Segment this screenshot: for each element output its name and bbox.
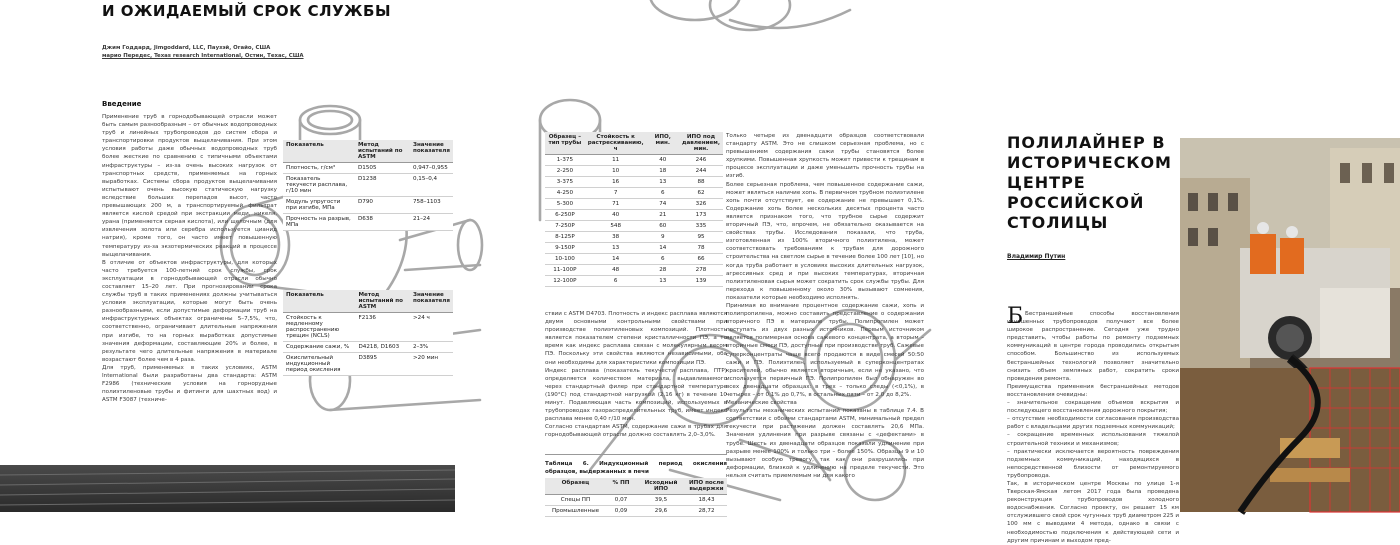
table-cell: Показатель текучести расплава, г/10 мин bbox=[283, 174, 355, 197]
table-row bbox=[545, 243, 723, 254]
magazine-page-left bbox=[0, 0, 500, 512]
table-cell: 40 bbox=[647, 155, 679, 166]
table-cell: 14 bbox=[647, 243, 679, 254]
table-cell: Спецы ПП bbox=[545, 495, 606, 506]
table-row bbox=[545, 221, 723, 232]
table-cell: 0,07 bbox=[606, 495, 636, 506]
table-cell: 326 bbox=[679, 199, 723, 210]
table-cell: 0,09 bbox=[606, 506, 636, 517]
table-row bbox=[283, 197, 453, 214]
table-cell: 95 bbox=[679, 232, 723, 243]
author-line: марио Передес, Texas research International, Остин, Техас, США bbox=[102, 53, 304, 59]
table-cell: 11-100P bbox=[545, 265, 585, 276]
table-cell: Содержание сажи, % bbox=[283, 342, 355, 353]
table-cell: 173 bbox=[679, 210, 723, 221]
article-title-left: И ОЖИДАЕМЫЙ СРОК СЛУЖБЫ bbox=[102, 2, 392, 20]
table-cell: 0,947–0,955 bbox=[410, 163, 453, 174]
table-cell: 6 bbox=[647, 188, 679, 199]
article-author: Владимир Путин bbox=[1007, 253, 1066, 260]
table-row bbox=[283, 163, 453, 174]
table-caption: Таблица 6. Индукционный период окисления образцов, выдержанных в печи bbox=[545, 461, 727, 476]
oxidation-table bbox=[545, 478, 727, 517]
table-cell: 88 bbox=[679, 177, 723, 188]
table-cell: 0,15–0,4 bbox=[410, 174, 453, 197]
table-row bbox=[545, 232, 723, 243]
table-cell: 12-100P bbox=[545, 276, 585, 287]
table-cell: 66 bbox=[679, 254, 723, 265]
table-cell: 2-250 bbox=[545, 166, 585, 177]
table-cell: 4-250 bbox=[545, 188, 585, 199]
table-header-row bbox=[545, 132, 723, 155]
table-cell: 1-375 bbox=[545, 155, 585, 166]
table-cell: 10 bbox=[585, 166, 647, 177]
table-cell: Окислительный индукционный период окисления bbox=[283, 353, 355, 376]
table-cell: 7 bbox=[585, 188, 647, 199]
table-cell: 21–24 bbox=[410, 214, 453, 231]
table-cell: Модуль упругости при изгибе, МПа bbox=[283, 197, 355, 214]
body-text-column: ствии с ASTM D4703. Плотность и индекс расплава являются двумя основными контрольными свойствами при производстве полиэтиленовых композиций. Плотность является показателем степени кристалличности ПЭ, а то время как индекс расплава связан с молекулярным весом ПЭ. Поскольку эти свойства являются независимыми, оба они необходимы для характеристики композиции ПЭ. Индекс расплава (показатель текучести расплава, ПТР) определяется количеством материала, выдавливаемого через стандартный филер при стандартной температуре (190°С) под стандартной нагрузкой (2,16 кг) в течение 10 минут. Подавляющая часть композиций, используемых в трубопроводах газораспределительных труб, имеет индекс расплава менее 0,40 г/10 мин. Согласно стандартам ASTM, содержание сажи в трубах для горнодобывающей отрасли должно составлять 2,0–3,0%. bbox=[545, 311, 727, 439]
column-header: Стойкость к растрескиванию, ч bbox=[585, 132, 647, 155]
column-header: Значение показателя bbox=[410, 140, 453, 163]
column-header: ИПО, мин. bbox=[647, 132, 679, 155]
properties-table-1 bbox=[283, 140, 453, 231]
table-cell: 21 bbox=[647, 210, 679, 221]
table-cell: 18 bbox=[647, 166, 679, 177]
column-header: Образец bbox=[545, 478, 606, 495]
body-text-column: Применение труб в горнодобывающей отрасли может быть самым разнообразным – от обычных водопроводных труб и линейных трубопроводов до систем сбора и транспортировки продуктов выщелачивания. При этом условия работы даже обычных водопроводных труб более жесткие по сравнению с типичными объектами инфраструктуры – из-за очень высоких нагрузок от транспортных средств, применяемых на горных выработках. Системы сбора продуктов выщелачивания испытывают очень высокую статическую нагрузку вследствие больших перепадов высот, часто превышающих 200 м, а транспортируемый фильтрат является кислой средой при экстракции меди, никеля, урана (применяется серная кислота), или щелочным (для извлечения золота или серебра используется цианид натрия), кроме того, он часто имеет повышенную температуру из-за экзотермических реакций в процессе выщелачивания. В отличие от объектов инфраструктуры, для которых часто требуется 100-летний срок службы, срок эксплуатации в горнодобывающей отрасли обычно составляет 15–20 лет. При прогнозировании срока службы труб в таких применениях должны учитываться условия эксплуатации, которые могут быть очень разнообразными, если допустимые деформации труб на инфраструктурных объектах ограничены 5–7,5%, что, соответственно, ограничивает длительные напряжения при изгибе, то на горных выработках допустимые значения деформации, составляющие 20% и более, в результате чего длительные напряжения в материале возрастают более чем в 4 раза. Для труб, применяемых в таких условиях, ASTM International были разработаны два стандарта: ASTM F2986 (технические условия на горнорудные полиэтиленовые трубы и фитинги для шахтных вод) и ASTM F3087 (техниче- bbox=[102, 114, 277, 404]
table-cell: 13 bbox=[647, 177, 679, 188]
table-cell: F2136 bbox=[355, 313, 409, 342]
column-header: Образец – тип трубы bbox=[545, 132, 585, 155]
street-construction-photo bbox=[1180, 138, 1400, 512]
table-cell: 139 bbox=[679, 276, 723, 287]
table-cell: D638 bbox=[355, 214, 410, 231]
column-header: Показатель bbox=[283, 290, 355, 313]
table-cell: 62 bbox=[679, 188, 723, 199]
table-cell: 11 bbox=[585, 155, 647, 166]
table-cell: 48 bbox=[585, 265, 647, 276]
table-cell: 39,5 bbox=[636, 495, 686, 506]
table-cell: 3-375 bbox=[545, 177, 585, 188]
magazine-page-right bbox=[985, 0, 1400, 544]
table-row bbox=[545, 506, 727, 517]
table-cell: 2–3% bbox=[410, 342, 453, 353]
table-cell: 246 bbox=[679, 155, 723, 166]
table-row bbox=[545, 276, 723, 287]
table-cell: >20 мин bbox=[410, 353, 453, 376]
table-cell: 13 bbox=[585, 243, 647, 254]
table-cell: 71 bbox=[585, 199, 647, 210]
magazine-page-middle bbox=[530, 0, 930, 512]
table-cell: 6 bbox=[647, 254, 679, 265]
table-row bbox=[545, 188, 723, 199]
article-title-right: ПОЛИЛАЙНЕР В ИСТОРИЧЕСКОМ ЦЕНТРЕ РОССИЙСКОЙ СТОЛИЦЫ bbox=[1007, 133, 1172, 232]
body-text-column: Бестраншейные способы восстановления изношенных трубопроводов получают все более широкое распространение. Сегодня уже трудно представить, чтобы работы по ремонту подземных коммуникаций в центре города проводились открытым способом. Большинство из используемых бестраншейных технологий позволяет значительно снизить объем земляных работ, сократить сроки проведения ремонта. Преимущества применения бестраншейных методов восстановления очевидны: – значительное сокращение объемов вскрытия и последующего восстановления дорожного покрытия; – отсутствие необходимости согласования производства работ с владельцами других подземных коммуникаций; – сокращение временных использования тяжелой строительной техники и механизмов; – практически исключается вероятность повреждения подземных коммуникаций, находящихся в непосредственной близости от ремонтируемого трубопровода. Так, в историческом центре Москвы по улице 1-я Тверская-Ямская летом 2017 года была проведена реконструкция трубопроводов холодного водоснабжения. Согласно проекту, он решает 15 км отслужившего свой срок чугунных труб диаметром 225 и 100 мм с выводами 4 метода, однако в связи с необходимостью подключения к действующей сети и другим причинам и выходом пред- bbox=[1007, 311, 1179, 544]
table-row bbox=[545, 265, 723, 276]
column-header: Показатель bbox=[283, 140, 355, 163]
properties-table-2 bbox=[283, 290, 453, 376]
column-header: ИПО после выдержки bbox=[686, 478, 727, 495]
column-header: Исходный ИПО bbox=[636, 478, 686, 495]
author-line: Джим Годдард, Jimgoddard, LLC, Паузэй, Огайо, США bbox=[102, 45, 271, 51]
table-header-row bbox=[545, 478, 727, 495]
table-cell: 60 bbox=[647, 221, 679, 232]
table-cell: 29,6 bbox=[636, 506, 686, 517]
table-cell: 278 bbox=[679, 265, 723, 276]
table-cell: D1238 bbox=[355, 174, 410, 197]
section-heading: Введение bbox=[102, 100, 142, 108]
table-cell: 548 bbox=[585, 221, 647, 232]
table-row bbox=[545, 199, 723, 210]
table-cell: 38 bbox=[585, 232, 647, 243]
table-cell: 28,72 bbox=[686, 506, 727, 517]
table-cell: 8-125P bbox=[545, 232, 585, 243]
table-cell: D790 bbox=[355, 197, 410, 214]
table-cell: 7-250P bbox=[545, 221, 585, 232]
table-cell: Промышленные bbox=[545, 506, 606, 517]
body-text-column: Только четыре из двенадцати образцов соответствовали стандарту ASTM. Это не слишком серьезная проблема, но с превышением содержания сажи трубы становятся более хрупкими. Повышенная хрупкость может привести к трещинам в процессе эксплуатации и даже уменьшить прочность трубы на изгиб. Более серьезная проблема, чем повышенное содержание сажи, может являться наличие хопь. В первичном трубном полиэтилене хопь почти отсутствует, ее содержание не превышает 0,1%. Содержание хопь более нескольких десятых процента часто является признаком того, что трубное сырье содержит вторичный ПЭ, что, впрочем, не обязательно оказывается на свойствах трубы. Исследования показали, что труба, изготовленная из 100% вторичного полиэтилена, может соответствовать требованиям к трубам для дорожного строительства на светлом сырье в течение более 100 лет [10], но когда труба работает в условиях высоких длительных нагрузок, агрессивных сред и при высоких температурах, вторичная полиэтиленовая сырья может сократить срок службы трубы. Для перехода к повышенному около 30% вызывают сомнения, показатели которые необходимо исполнять. Принимая во внимание процентное содержание сажи, хопь и полипропилена, можно составить представление о содержании вторичного ПЭ в материале трубы. Полипропилен может поступать из двух разных источников. Первым источником является полимерная основа сажевого концентрата, а вторым – вторичные смеси ПЭ, доступные при производстве труб. Сажевые суперконцентраты чаще всего продаются в виде смесей 50:50 сажи и ПЭ. Полиэтилен, используемый в суперконцентратах красителей, обычно является вторичным, если не указано, что используется первичный ПЭ. Полипропилен был обнаружен во всех двенадцати образцах: в трех – только следы (<0,1%), в четырех – от 0,1% до 0,7%, в остальных пяти – от 2,0 до 8,2%. Механические свойства Результаты механических испытаний показаны в таблице 7.4. В соответствии с обоими стандартами ASTM, минимальный предел текучести при растяжении должен составлять 20,6 МПа. Значения удлинения при разрыве связаны с «дефектами» в трубе. Шесть из двенадцати образцов показали удлинение при разрыве менее 100% и только три – более 150%. Образцы 9 и 10 вызывают особую тревогу, так как они разрушились при деформации, близкой к удлинению на пределе текучести. Это нельзя считать приемлемым ни для какого bbox=[726, 133, 924, 479]
table-cell: 6-250P bbox=[545, 210, 585, 221]
table-cell: 9 bbox=[647, 232, 679, 243]
table-row bbox=[545, 210, 723, 221]
table-cell: D3895 bbox=[355, 353, 409, 376]
table-cell: 758–1103 bbox=[410, 197, 453, 214]
table-cell: Плотность, г/см³ bbox=[283, 163, 355, 174]
table-cell: 9-150P bbox=[545, 243, 585, 254]
drop-cap: Б bbox=[1007, 304, 1024, 329]
cracking-resistance-table bbox=[545, 132, 723, 287]
table-header-row bbox=[283, 140, 453, 163]
table-row bbox=[545, 254, 723, 265]
table-row bbox=[283, 214, 453, 231]
pipes-photo bbox=[0, 465, 455, 512]
table-cell: 28 bbox=[647, 265, 679, 276]
table-cell: 13 bbox=[647, 276, 679, 287]
table-divider bbox=[545, 454, 727, 455]
table-cell: 16 bbox=[585, 177, 647, 188]
table-cell: 14 bbox=[585, 254, 647, 265]
table-cell: Прочность на разрыв, МПа bbox=[283, 214, 355, 231]
table-cell: 18,43 bbox=[686, 495, 727, 506]
table-row bbox=[283, 174, 453, 197]
column-header: Метод испытаний по ASTM bbox=[355, 140, 410, 163]
table-cell: 5-300 bbox=[545, 199, 585, 210]
table-row bbox=[545, 166, 723, 177]
table-header-row bbox=[283, 290, 453, 313]
table-cell: 40 bbox=[585, 210, 647, 221]
table-row bbox=[545, 495, 727, 506]
table-cell: 74 bbox=[647, 199, 679, 210]
column-header: Значение показателя bbox=[410, 290, 453, 313]
column-header: % ПП bbox=[606, 478, 636, 495]
table-cell: 244 bbox=[679, 166, 723, 177]
table-cell: 78 bbox=[679, 243, 723, 254]
table-row bbox=[283, 353, 453, 376]
table-cell: D4218, D1603 bbox=[355, 342, 409, 353]
table-row bbox=[283, 313, 453, 342]
table-cell: 10-100 bbox=[545, 254, 585, 265]
table-cell: 6 bbox=[585, 276, 647, 287]
table-cell: Стойкость к медленному распространению трещин (NCLS) bbox=[283, 313, 355, 342]
column-header: Метод испытаний по ASTM bbox=[355, 290, 409, 313]
table-row bbox=[283, 342, 453, 353]
table-cell: 335 bbox=[679, 221, 723, 232]
table-row bbox=[545, 155, 723, 166]
table-cell: >24 ч bbox=[410, 313, 453, 342]
table-cell: D1505 bbox=[355, 163, 410, 174]
column-header: ИПО под давлением, мин. bbox=[679, 132, 723, 155]
table-row bbox=[545, 177, 723, 188]
